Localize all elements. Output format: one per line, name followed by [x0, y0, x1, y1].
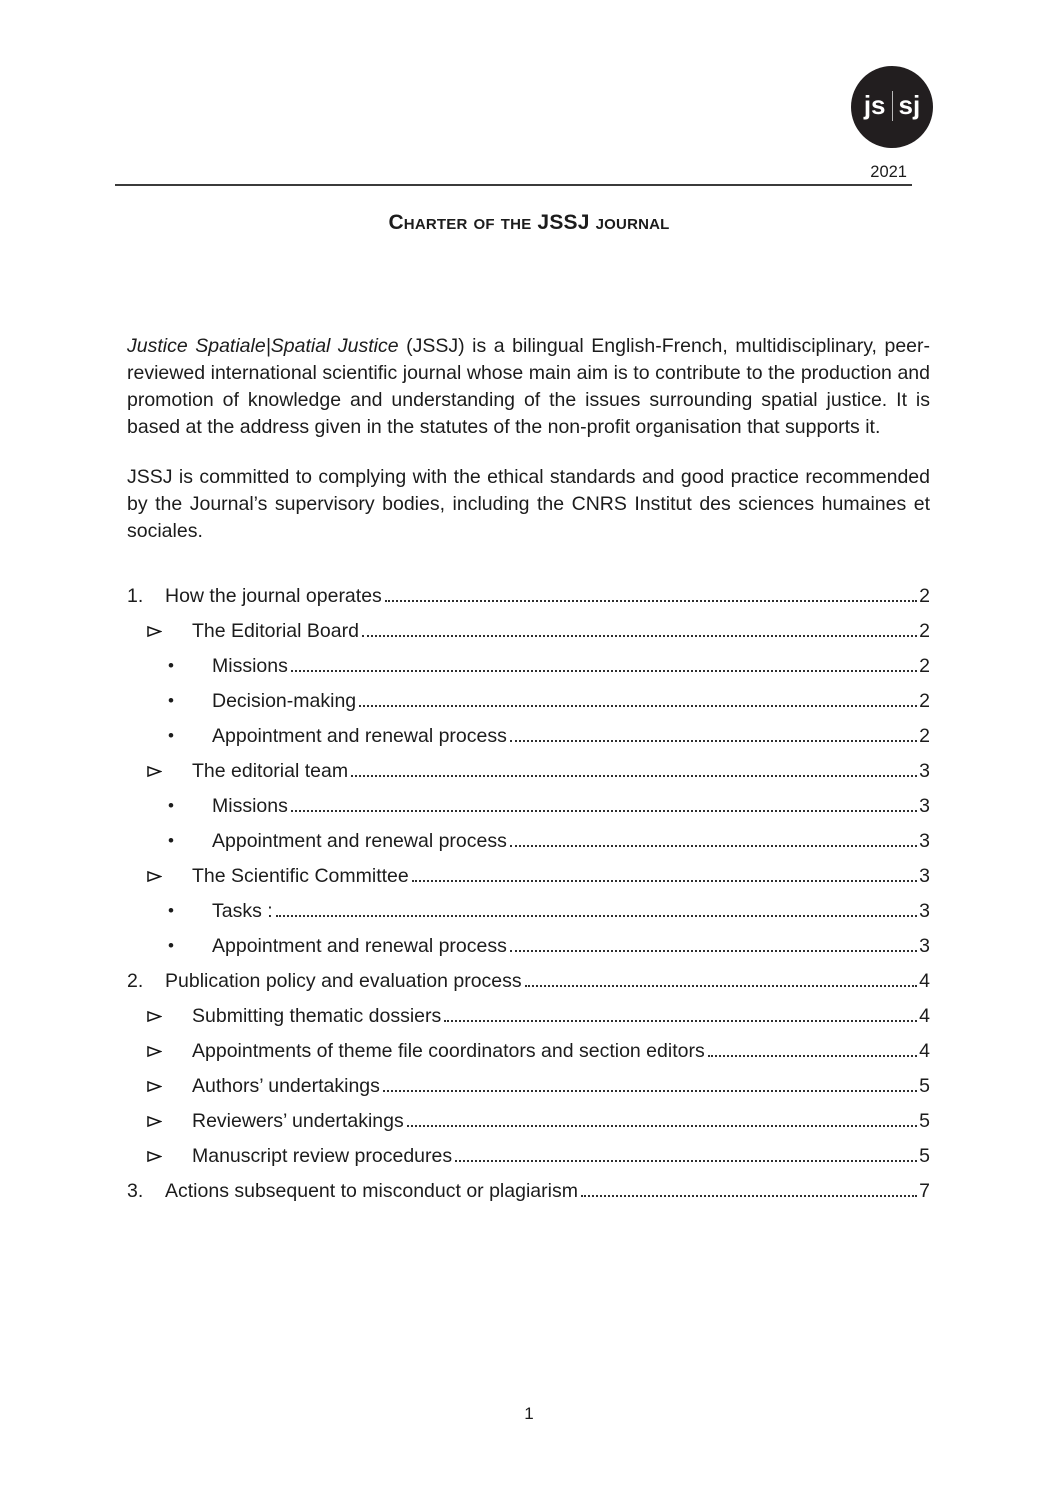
toc-label: The editorial team [192, 760, 349, 782]
toc-entry[interactable] [127, 1075, 930, 1097]
toc-label: Missions [212, 655, 288, 677]
toc-label: Missions [212, 795, 288, 817]
toc-dot-leader [510, 845, 917, 847]
toc-entry[interactable] [127, 690, 930, 712]
toc-entry[interactable] [127, 1040, 930, 1062]
toc-label: Tasks : [212, 900, 273, 922]
toc-dot-leader [359, 705, 917, 707]
toc-entry[interactable] [127, 1145, 930, 1167]
toc-number-marker: 1. [127, 585, 144, 607]
intro-paragraph-text: (JSSJ) is a bilingual English-French, multidisciplinary, peer-reviewed international scientific journal whose main aim is to contribute to the production and promotion of knowledge and understanding of the issues surrounding spatial justice. It is based at the address given in the statutes of the non-profit organisation that supports it. [127, 334, 930, 438]
toc-entry[interactable] [127, 970, 930, 992]
dot-bullet-icon: • [168, 831, 174, 850]
document-title: Charter of the JSSJ journal [388, 211, 670, 234]
toc-entry[interactable] [127, 830, 930, 852]
toc-dot-leader [510, 740, 917, 742]
toc-page-number: 3 [919, 795, 930, 817]
logo-left-text: js [863, 89, 886, 120]
arrowhead-bullet-icon [146, 1075, 192, 1097]
arrowhead-bullet-icon [146, 865, 192, 887]
dot-bullet-icon: • [168, 901, 174, 920]
toc-entry[interactable] [127, 795, 930, 817]
toc-dot-leader [444, 1020, 917, 1022]
toc-entry[interactable] [127, 935, 930, 957]
dot-bullet-icon: • [168, 691, 174, 710]
toc-label: How the journal operates [165, 585, 382, 607]
toc-page-number: 3 [919, 900, 930, 922]
toc-dot-leader [351, 775, 917, 777]
toc-label: Actions subsequent to misconduct or plagiarism [165, 1180, 578, 1202]
toc-label: The Scientific Committee [192, 865, 409, 887]
toc-label: Decision-making [212, 690, 357, 712]
arrowhead-bullet-icon [146, 620, 192, 642]
toc-dot-leader [291, 810, 917, 812]
toc-label: Submitting thematic dossiers [192, 1005, 442, 1027]
jssj-logo [851, 66, 933, 148]
toc-label: Publication policy and evaluation process [165, 970, 522, 992]
header-rule [115, 184, 912, 186]
toc-dot-leader [455, 1160, 917, 1162]
toc-entry[interactable] [127, 655, 930, 677]
toc-dot-leader [383, 1090, 917, 1092]
toc [127, 585, 930, 1215]
toc-entry[interactable] [127, 620, 930, 642]
toc-entry[interactable] [127, 1110, 930, 1132]
toc-page-number: 2 [919, 690, 930, 712]
toc-dot-leader [581, 1195, 917, 1197]
toc-label: Appointments of theme file coordinators and section editors [192, 1040, 705, 1062]
arrowhead-bullet-icon [146, 1040, 192, 1062]
toc-dot-leader [362, 635, 917, 637]
toc-label: Appointment and renewal process [212, 830, 507, 852]
page-footer-number: 1 [524, 1404, 534, 1423]
toc-page-number: 3 [919, 865, 930, 887]
toc-dot-leader [708, 1055, 917, 1057]
toc-page-number: 4 [919, 1005, 930, 1027]
toc-page-number: 5 [919, 1110, 930, 1132]
toc-entry[interactable] [127, 760, 930, 782]
toc-dot-leader [385, 600, 917, 602]
arrowhead-bullet-icon [146, 1005, 192, 1027]
toc-page-number: 4 [919, 970, 930, 992]
toc-label: Appointment and renewal process [212, 935, 507, 957]
toc-entry[interactable] [127, 1180, 930, 1202]
toc-dot-leader [276, 915, 917, 917]
journal-name-italic: Justice Spatiale|Spatial Justice [127, 334, 399, 357]
header-year: 2021 [870, 163, 907, 181]
toc-number-marker: 2. [127, 970, 144, 992]
logo-text [863, 89, 921, 122]
arrowhead-bullet-icon [146, 1145, 192, 1167]
logo-right-text: sj [898, 89, 921, 120]
toc-page-number: 2 [919, 725, 930, 747]
toc-page-number: 4 [919, 1040, 930, 1062]
toc-page-number: 2 [919, 655, 930, 677]
toc-page-number: 7 [919, 1180, 930, 1202]
toc-label: Appointment and renewal process [212, 725, 507, 747]
toc-page-number: 2 [919, 620, 930, 642]
arrowhead-bullet-icon [146, 760, 192, 782]
toc-entry[interactable] [127, 865, 930, 887]
logo-divider [892, 91, 893, 121]
toc-dot-leader [510, 950, 917, 952]
toc-entry[interactable] [127, 900, 930, 922]
toc-label: The Editorial Board [192, 620, 359, 642]
toc-page-number: 3 [919, 760, 930, 782]
toc-entry[interactable] [127, 725, 930, 747]
toc-page-number: 5 [919, 1145, 930, 1167]
dot-bullet-icon: • [168, 936, 174, 955]
toc-entry[interactable] [127, 1005, 930, 1027]
toc-label: Manuscript review procedures [192, 1145, 453, 1167]
dot-bullet-icon: • [168, 796, 174, 815]
ethics-paragraph: JSSJ is committed to complying with the ethical standards and good practice recommended by the Journal’s supervisory bodies, including the CNRS Institut des sciences humaines et sociales. [127, 465, 930, 542]
toc-number-marker: 3. [127, 1180, 144, 1202]
toc-dot-leader [525, 985, 918, 987]
toc-page-number: 2 [919, 585, 930, 607]
dot-bullet-icon: • [168, 726, 174, 745]
toc-label: Authors’ undertakings [192, 1075, 380, 1097]
intro-paragraph [127, 333, 930, 441]
toc-label: Reviewers’ undertakings [192, 1110, 404, 1132]
toc-dot-leader [291, 670, 917, 672]
toc-dot-leader [412, 880, 917, 882]
toc-page-number: 5 [919, 1075, 930, 1097]
dot-bullet-icon: • [168, 656, 174, 675]
toc-dot-leader [407, 1125, 917, 1127]
arrowhead-bullet-icon [146, 1110, 192, 1132]
toc-page-number: 3 [919, 830, 930, 852]
toc-entry[interactable] [127, 585, 930, 607]
toc-page-number: 3 [919, 935, 930, 957]
